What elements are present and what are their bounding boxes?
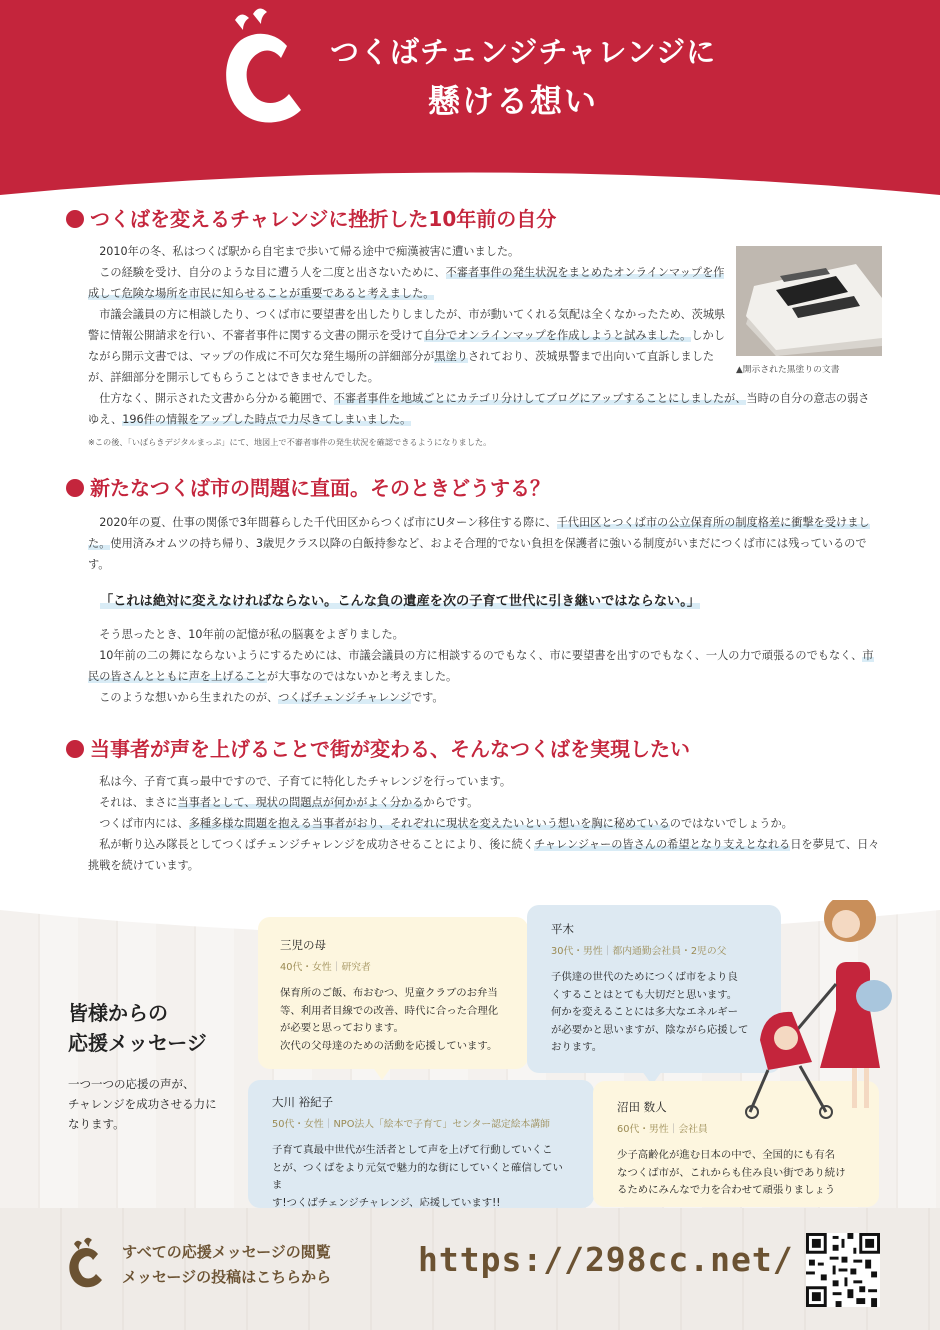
s1-paragraph-2: この経験を受け、自分のような目に遭う人を二度と出さないために、不審者事件の発生状況をまとめたオンラインマップを作成して危険な場所を市民に知らせることが重要であると考えました。: [88, 266, 725, 300]
message-author: 平木: [551, 922, 574, 936]
section2-body-b: [88, 624, 880, 708]
site-url-link[interactable]: https://298cc.net/: [418, 1240, 794, 1279]
message-author: 大川 裕紀子: [272, 1095, 334, 1109]
s3-paragraph-3: つくば市内には、多種多様な問題を抱える当事者がおり、それぞれに現状を変えたいという想いを胸に秘めているのではないでしょうか。: [99, 817, 793, 830]
bullet-dot-icon: [66, 210, 84, 228]
s2-paragraph-2: そう思ったとき、10年前の記憶が私の脳裏をよぎりました。: [99, 628, 404, 641]
bullet-dot-icon: [66, 740, 84, 758]
section1-body-wide: [88, 388, 880, 430]
messages-subtitle: 一つ一つの応援の声が、 チャレンジを成功させる力に なります。: [68, 1077, 217, 1131]
message-author: 三児の母: [280, 938, 326, 952]
message-meta: 50代・女性｜NPO法人「絵本で子育て」センター認定絵本講師: [272, 1119, 550, 1130]
s3-paragraph-1: 私は今、子育て真っ最中ですので、子育てに特化したチャレンジを行っています。: [99, 775, 512, 788]
message-author: 沼田 数人: [617, 1100, 667, 1114]
bullet-dot-icon: [66, 479, 84, 497]
message-bubble-3: [248, 1080, 594, 1208]
header-banner: [0, 0, 940, 200]
message-text: 子供達の世代のためにつくば市をより良 くすることはとても大切だと思います。 何かを変えることには多大なエネルギー が必要かと思いますが、陰ながら応援して おります。: [551, 971, 749, 1053]
section3-heading: 当事者が声を上げることで街が変わる、そんなつくばを実現したい: [66, 733, 690, 762]
message-meta: 60代・男性｜会社員: [617, 1124, 708, 1135]
bubble-tail: [372, 1066, 392, 1080]
photo-caption: ▲開示された黒塗りの文書: [736, 365, 840, 375]
message-meta: 30代・男性｜都内通勤会社員・2児の父: [551, 946, 727, 957]
qr-code-icon[interactable]: [806, 1233, 880, 1307]
s2-paragraph-4: このような想いから生まれたのが、つくばチェンジチャレンジです。: [99, 691, 444, 704]
section2-body-a: [88, 512, 880, 575]
s1-paragraph-3: 市議会議員の方に相談したり、つくば市に要望書を出したりしましたが、市が動いてくれる気配は全くなかったため、茨城県警に情報公開請求を行い、不審者事件に関する文書の開示を受けて自分でオンラインマップを作成しようと試みました。しかしながら開示文書では、マップの作成に不可欠な発生場所の詳細部分が黒塗りされており、茨城県警まで出向いて直訴しましたが、詳細部分を開示してもらうことはできませんでした。: [88, 308, 726, 384]
section1-body: [88, 241, 730, 388]
s2-paragraph-1: 2020年の夏、仕事の関係で3年間暮らした千代田区からつくば市にUターン移住する際に、千代田区とつくば市の公立保育所の制度格差に衝撃を受けました。使用済みオムツの持ち帰り、3歳児クラス以降の白飯持参など、およそ合理的でない負担を保護者に強いる制度がいまだにつくば市には残っているのです。: [88, 516, 870, 571]
section3-body: [88, 771, 880, 876]
s3-paragraph-2: それは、まさに当事者として、現状の問題点が何かがよく分かるからです。: [99, 796, 479, 809]
footer-text: すべての応援メッセージの閲覧 メッセージの投稿はこちらから: [122, 1243, 332, 1286]
message-meta: 40代・女性｜研究者: [280, 962, 371, 973]
messages-title: 皆様からの 応援メッセージ: [68, 1001, 207, 1055]
section1-note: ※この後、「いばらきデジタルまっぷ」にて、地図上で不審者事件の発生状況を確認できるようになりました。: [88, 437, 492, 447]
message-bubble-1: [258, 917, 528, 1069]
section2-quote: 「これは絶対に変えなければならない。こんな負の遺産を次の子育て世代に引き継いではならない。」: [100, 594, 701, 609]
header-title-line2: 懸ける想い: [428, 82, 599, 120]
header-title-line1: つくばチェンジチャレンジに: [330, 35, 717, 69]
s2-paragraph-3: 10年前の二の舞にならないようにするためには、市議会議員の方に相談するのでもなく、市に要望書を出すのでもなく、一人の力で頑張るのでもなく、市民の皆さんとともに声を上げることが大事なのではないかと考えました。: [88, 649, 874, 683]
section1-heading: つくばを変えるチャレンジに挫折した10年前の自分: [66, 203, 556, 232]
message-text: 子育て真最中世代が生活者として声を上げて行動していくこ とが、つくばをより元気で魅力的な街にしていくと確信していま す!つくばチェンジチャレンジ、応援しています!!: [272, 1144, 563, 1209]
s1-paragraph-4: 仕方なく、開示された文書から分かる範囲で、不審者事件を地域ごとにカテゴリ分けしてブログにアップすることにしましたが、当時の自分の意志の弱さゆえ、196件の情報をアップした時点で力尽きてしまいました。: [88, 392, 870, 426]
c-logo-icon: [205, 6, 325, 136]
mother-stroller-illustration: [740, 900, 900, 1120]
message-text: 少子高齢化が進む日本の中で、全国的にも有名 なつくば市が、これからも住み良い街であり続け るためにみんなで力を合わせて頑張りましょう: [617, 1149, 846, 1196]
blacked-out-document-photo: [736, 246, 882, 356]
c-logo-small-icon: [64, 1236, 108, 1290]
section2-heading: 新たなつくば市の問題に直面。そのときどうする？: [66, 472, 550, 501]
s3-paragraph-4: 私が斬り込み隊長としてつくばチェンジチャレンジを成功させることにより、後に続くチャレンジャーの皆さんの希望となり支えとなれる日を夢見て、日々挑戦を続けています。: [88, 838, 880, 872]
message-text: 保育所のご飯、布おむつ、児童クラブのお弁当 等、利用者目線での改善、時代に合った合理化 が必要と思っております。 次代の父母達のための活動を応援しています。: [280, 987, 499, 1052]
s1-paragraph-1: 2010年の冬、私はつくば駅から自宅まで歩いて帰る途中で痴漢被害に遭いました。: [99, 245, 520, 258]
